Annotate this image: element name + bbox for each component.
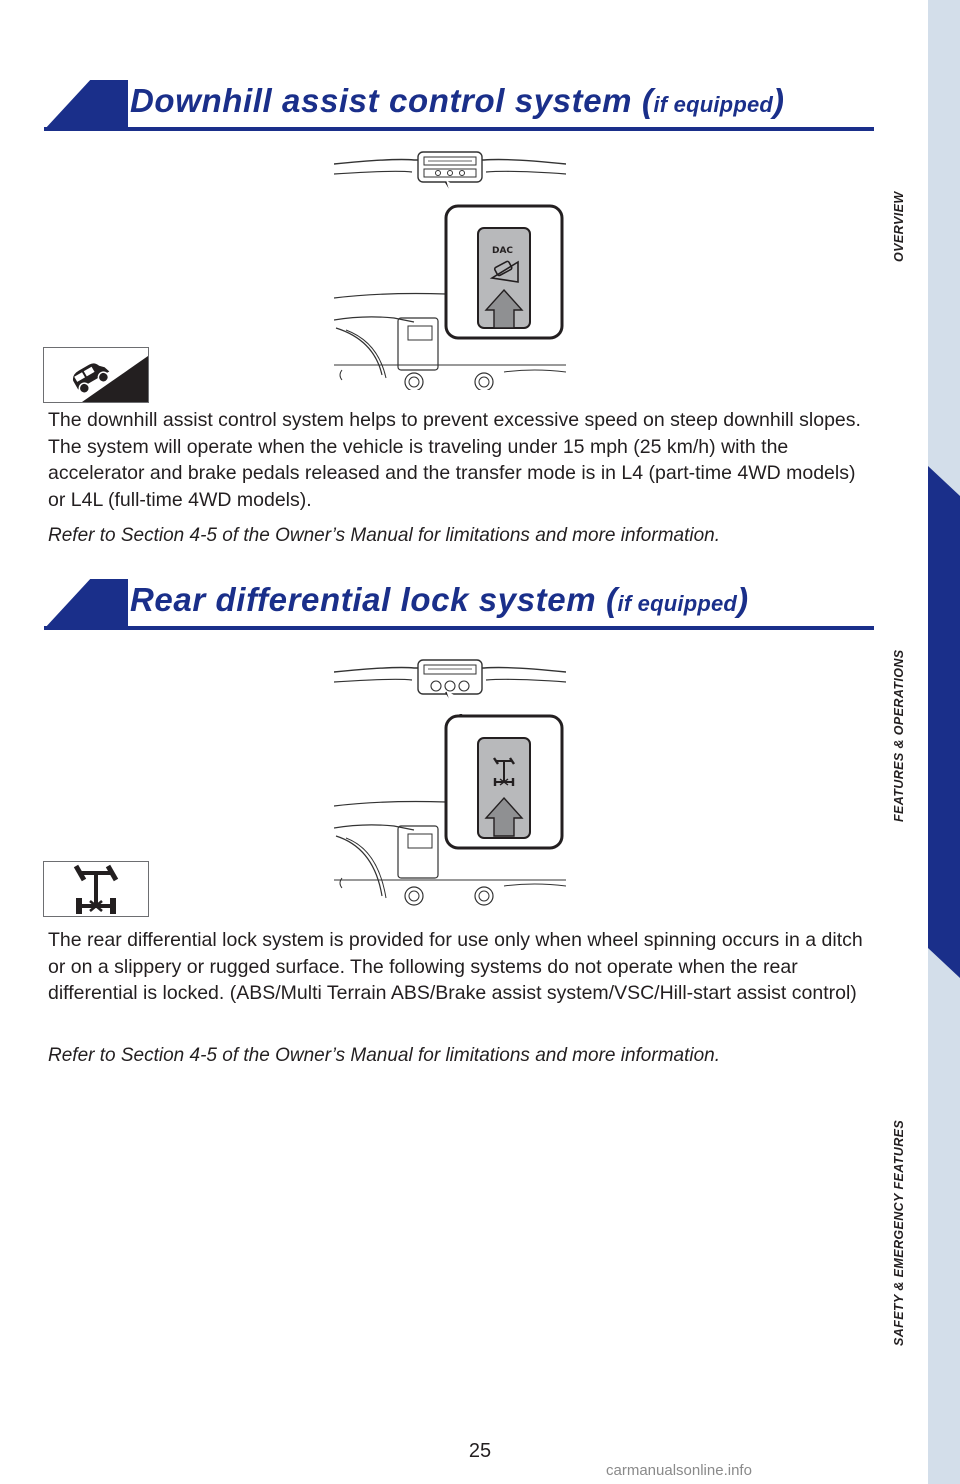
- section-title: [130, 82, 785, 120]
- section-title-open-paren: (: [605, 581, 618, 618]
- side-nav-safety-emergency[interactable]: [876, 0, 926, 1346]
- side-nav-label: OVERVIEW: [892, 191, 906, 262]
- header-rule: [44, 127, 874, 131]
- rear-diff-lock-switch-illustration: [334, 658, 566, 898]
- header-tab-accent: [44, 579, 128, 629]
- section-title-main: Downhill assist control system: [130, 82, 633, 119]
- header-tab-accent: [44, 80, 128, 130]
- section-header-downhill-assist: [0, 80, 880, 136]
- section-title-main: Rear differential lock system: [130, 581, 597, 618]
- section-title: [130, 581, 749, 619]
- page-number: 25: [468, 1440, 492, 1462]
- side-nav-label: FEATURES & OPERATIONS: [892, 649, 906, 822]
- section-side-nav: [876, 0, 960, 1484]
- dac-switch-illustration: [334, 150, 566, 390]
- watermark-text: carmanualsonline.info: [606, 1462, 752, 1479]
- downhill-assist-description: The downhill assist control system helps to prevent excessive speed on steep downhill slopes. The system will operate when the vehicle is traveling under 15 mph (25 km/h) with the accelerator and brake pedals released and the transfer mode is in L4 (part-time 4WD models) or L4L (full-time 4WD models).: [48, 409, 861, 511]
- rear-differential-lock-icon: [43, 861, 149, 917]
- header-rule: [44, 626, 874, 630]
- downhill-vehicle-icon: [43, 347, 149, 403]
- section-title-open-paren: (: [641, 82, 654, 119]
- side-nav-active-tab: [928, 0, 960, 1484]
- dac-button-label: DAC: [492, 246, 514, 256]
- section-title-qualifier: if equipped: [617, 591, 738, 616]
- side-nav-label: SAFETY & EMERGENCY FEATURES: [892, 1119, 906, 1346]
- downhill-assist-reference: Refer to Section 4-5 of the Owner’s Manual for limitations and more information.: [48, 525, 721, 546]
- section-title-close-paren: ): [773, 82, 785, 119]
- rear-diff-lock-reference: Refer to Section 4-5 of the Owner’s Manual for limitations and more information.: [48, 1045, 721, 1066]
- section-title-qualifier: if equipped: [653, 92, 774, 117]
- section-title-close-paren: ): [737, 581, 749, 618]
- section-header-rear-differential: [0, 579, 880, 635]
- rear-diff-lock-description: The rear differential lock system is provided for use only when wheel spinning occurs in a ditch or on a slippery or rugged surface. The following systems do not operate when the rear differential is locked. (ABS/Multi Terrain ABS/Brake assist system/VSC/Hill-start assist control): [48, 929, 863, 1004]
